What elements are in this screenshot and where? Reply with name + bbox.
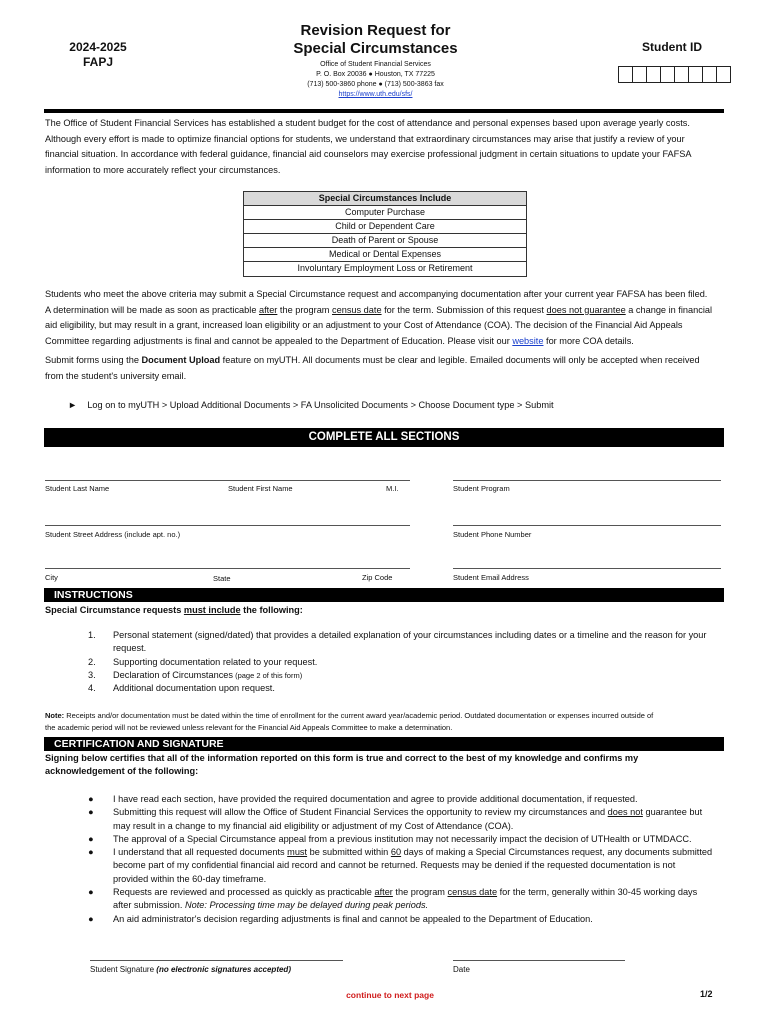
student-id-field[interactable] [618, 66, 730, 83]
note-label: Note: [45, 711, 65, 720]
table-row: Death of Parent or Spouse [244, 234, 526, 248]
office-website-link[interactable]: https://www.uth.edu/sfs/ [338, 91, 413, 98]
item-number: 2. [88, 656, 96, 667]
coa-website-link[interactable]: website [512, 335, 544, 346]
arrow-right-icon: ► [68, 400, 78, 410]
emphasis-60: 60 [390, 847, 402, 858]
table-row: Involuntary Employment Loss or Retirement [297, 263, 473, 273]
certification-subheading [45, 752, 638, 778]
item-number: 1. [88, 630, 96, 640]
upload-path-text: Log on to myUTH > Upload Additional Documents > FA Unsolicited Documents > Choose Document type > Submit [87, 400, 554, 410]
text: guarantee but [642, 807, 703, 818]
phone-field-line[interactable] [453, 525, 721, 526]
emphasis-census-date: census date [447, 887, 498, 898]
text: Requests are reviewed and processed as quickly as practicable [113, 887, 375, 898]
item-text: I have read each section, have provided the required documentation and agree to provide additional documentation, if requested. [113, 794, 638, 804]
text: Special Circumstance requests [45, 605, 184, 615]
instructions-subheading [45, 604, 303, 617]
text: Submit forms using the [45, 355, 142, 365]
text: Personal statement (signed/dated) that provides a detailed explanation of your circumstances including dates or a timeline and the reason for your [113, 630, 707, 640]
signature-field-line[interactable] [90, 960, 343, 961]
text: the program [392, 887, 448, 898]
form-year-code [58, 40, 138, 70]
state-label: State [213, 574, 231, 583]
no-electronic-note: (no electronic signatures accepted) [156, 965, 291, 974]
text: Student Signature [90, 965, 157, 974]
page-title [268, 22, 483, 58]
date-label: Date [453, 965, 470, 974]
date-field-line[interactable] [453, 960, 625, 961]
intro-line: financial situation. In accordance with federal guidance, financial aid counselors may exercise professional judgment in certain situations to update your FAFSA [45, 149, 692, 159]
first-name-label: Student First Name [228, 484, 293, 493]
complete-all-sections-banner: COMPLETE ALL SECTIONS [44, 428, 724, 447]
list-item [88, 656, 728, 669]
item-number: 3. [88, 669, 96, 680]
continue-next-page: continue to next page [346, 990, 434, 1000]
item-number: 4. [88, 683, 96, 694]
email-label: Student Email Address [453, 573, 529, 582]
student-id-label: Student ID [642, 40, 702, 54]
student-id-box[interactable] [660, 66, 675, 83]
list-item [88, 833, 728, 846]
item-text [113, 846, 712, 886]
text: Committee regarding adjustments is final and cannot be appealed to the Department of Education. Please visit our [45, 335, 513, 346]
text: I understand that all requested documents [113, 847, 288, 858]
list-item [88, 806, 728, 833]
item-text [113, 629, 706, 656]
emphasis-census-date: census date [332, 304, 382, 315]
header-divider [44, 109, 724, 113]
office-phone-fax: (713) 500-3860 phone ● (713) 500-3863 fax [307, 81, 444, 88]
text: be submitted within [307, 847, 391, 858]
processing-note: Note: Processing time may be delayed during peak periods. [185, 900, 429, 911]
intro-line: The Office of Student Financial Services has established a student budget for the cost of attendance and personal expenses based upon average yearly costs. [45, 118, 690, 128]
instructions-banner: INSTRUCTIONS [44, 588, 724, 602]
text: request. [113, 643, 147, 654]
certification-banner: CERTIFICATION AND SIGNATURE [44, 737, 724, 751]
bullet-icon: ● [88, 807, 94, 818]
form-year: 2024-2025 [69, 40, 127, 54]
emphasis-does-not: does not [607, 807, 643, 818]
list-item [88, 913, 728, 926]
eligibility-line: aid eligibility, but may result in a grant, increased loan eligibility or an adjustment to your Cost of Attendance (COA). The decision of the Financial Aid Appeals [45, 320, 683, 330]
signature-label [90, 965, 291, 974]
emphasis-must-include: must include [183, 605, 241, 615]
email-field-line[interactable] [453, 568, 721, 569]
last-name-label: Student Last Name [45, 484, 110, 493]
list-item [88, 793, 728, 806]
submit-paragraph [45, 353, 725, 384]
emphasis-must: must [287, 847, 308, 858]
text: a change in financial [625, 304, 713, 315]
subheading-line: acknowledgement of the following: [45, 766, 199, 776]
text: provided within the 60-day timeframe. [113, 873, 267, 884]
bullet-icon: ● [88, 887, 94, 898]
form-code: FAPJ [82, 55, 113, 69]
receipts-note [45, 710, 725, 734]
street-label: Student Street Address (include apt. no.) [45, 530, 181, 539]
text: for the term. Submission of this request [381, 304, 547, 315]
intro-line: Although every effort is made to optimize financial options for students, we understand that extraordinary circumstances may arise that justify a review of your [45, 133, 685, 144]
office-name: Office of Student Financial Services [320, 61, 431, 68]
table-row: Computer Purchase [244, 206, 526, 220]
text: the following: [240, 605, 303, 615]
text: Submitting this request will allow the Office of Student Financial Services the opportunity to review my circumstances and [113, 807, 608, 818]
submit-line [45, 353, 725, 369]
student-id-box[interactable] [688, 66, 703, 83]
special-circumstances-table [243, 191, 527, 277]
eligibility-line [45, 303, 725, 319]
item-text [113, 806, 702, 833]
note-line: the academic period will not be reviewed unless relevant for the Financial Aid Appeals Committee to make a determination. [45, 723, 453, 732]
text: feature on myUTH. All documents must be clear and legible. Emailed documents will only be accepted when received [220, 355, 700, 365]
student-id-box[interactable] [674, 66, 689, 83]
student-id-box[interactable] [702, 66, 717, 83]
certification-list [88, 793, 728, 926]
text: A determination will be made as soon as practicable [45, 304, 259, 315]
text: for more COA details. [543, 335, 634, 346]
intro-paragraph [45, 116, 725, 178]
item-text [113, 886, 697, 913]
list-item [88, 669, 728, 682]
street-field-line[interactable] [45, 525, 410, 526]
program-label: Student Program [453, 484, 510, 493]
item-text [113, 669, 302, 682]
text: the program [277, 304, 333, 315]
item-text: The approval of a Special Circumstance appeal from a previous institution may not necessarily impact the decision of UTHealth or UTMDACC. [113, 833, 692, 844]
phone-label: Student Phone Number [453, 530, 532, 539]
table-header: Special Circumstances Include [244, 192, 526, 206]
text: Declaration of Circumstances [113, 669, 233, 680]
upload-path [68, 400, 554, 410]
item-text: Supporting documentation related to your request. [113, 656, 318, 667]
student-id-box[interactable] [716, 66, 731, 83]
submit-line: from the student's university email. [45, 370, 187, 381]
text: for the term, generally within 30-45 working days [497, 887, 698, 898]
emphasis-after: after [258, 304, 278, 315]
page-number: 1/2 [700, 989, 713, 999]
bullet-icon: ● [88, 913, 94, 924]
list-item [88, 629, 728, 656]
list-item [88, 886, 728, 913]
last-first-mi-field-line[interactable] [45, 480, 410, 481]
title-line-2: Special Circumstances [293, 40, 458, 57]
program-field-line[interactable] [453, 480, 721, 481]
list-item [88, 846, 728, 886]
instructions-list [88, 629, 728, 695]
text: days of making a Special Circumstances request, any documents submitted [401, 847, 713, 858]
emphasis-no-guarantee: does not guarantee [546, 304, 626, 315]
text: after submission. [113, 900, 185, 911]
text: Receipts and/or documentation must be dated within the time of enrollment for the current award year/academic period. Outdated documentation or expenses incurred outside of [64, 711, 654, 720]
table-row: Medical or Dental Expenses [244, 248, 526, 262]
office-contact [268, 60, 483, 100]
city-state-zip-field-line[interactable] [45, 568, 410, 569]
eligibility-line [45, 334, 725, 350]
student-id-box[interactable] [646, 66, 661, 83]
office-address: P. O. Box 20036 ● Houston, TX 77225 [316, 71, 435, 78]
eligibility-paragraph [45, 287, 725, 349]
title-line-1: Revision Request for [300, 22, 451, 39]
zip-label: Zip Code [362, 573, 393, 582]
list-item [88, 682, 728, 695]
bullet-icon: ● [88, 833, 94, 844]
bullet-icon: ● [88, 794, 94, 804]
text: may result in a change to my financial aid eligibility or adjustment of my Cost of Attendance (COA). [113, 820, 514, 831]
city-label: City [45, 573, 58, 582]
subheading-line: Signing below certifies that all of the information reported on this form is true and correct to the best of my knowledge and confirms my [45, 753, 639, 763]
bullet-icon: ● [88, 847, 94, 858]
eligibility-line: Students who meet the above criteria may submit a Special Circumstance request and accompanying documentation after your current year FAFSA has been filed. [45, 289, 708, 299]
note-line [45, 710, 725, 722]
intro-line: information to more accurately reflect your circumstances. [45, 164, 281, 175]
document-upload-label: Document Upload [141, 355, 221, 365]
mi-label: M.I. [386, 484, 399, 493]
emphasis-after: after [374, 887, 393, 898]
item-text: An aid administrator's decision regarding adjustments is final and cannot be appealed to the Department of Education. [113, 913, 593, 924]
student-id-box[interactable] [632, 66, 647, 83]
page-reference: (page 2 of this form) [233, 670, 303, 680]
item-text: Additional documentation upon request. [113, 683, 275, 694]
table-row: Child or Dependent Care [244, 220, 526, 234]
student-id-box[interactable] [618, 66, 633, 83]
text: become part of my confidential financial aid record and cannot be returned. Requests may be denied if the requested documentation is not [113, 860, 676, 871]
